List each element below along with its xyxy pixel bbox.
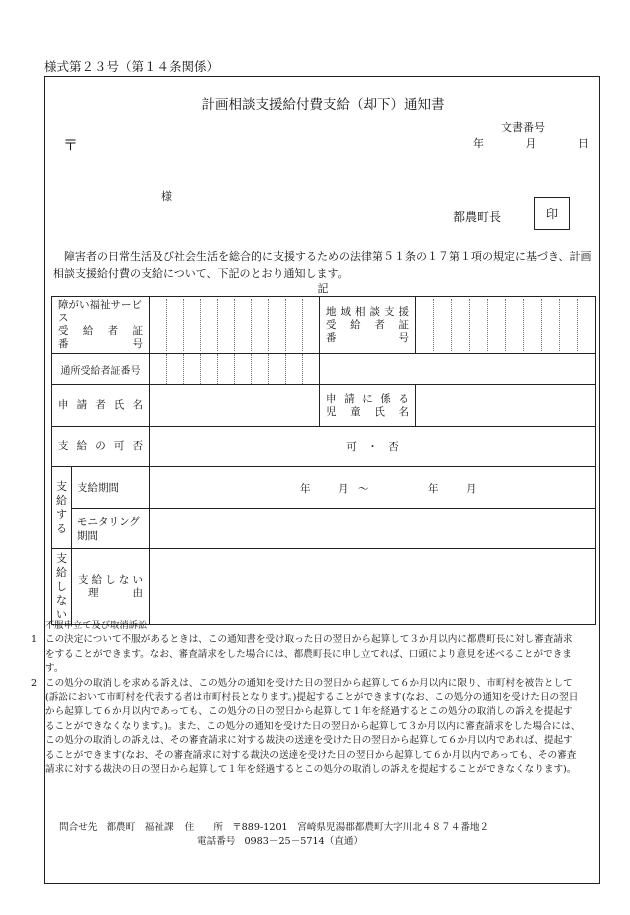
regional-cert-line2: [326, 319, 409, 332]
char: 者: [95, 399, 106, 411]
notice-frame: [31, 76, 600, 884]
facility-cert-label: 通所受給者証番号: [52, 354, 150, 385]
contact-block: [59, 821, 489, 849]
char: に: [362, 392, 373, 405]
char: す: [56, 507, 67, 521]
contact-phone: 0983－25－5714（直通）: [244, 836, 364, 847]
monitoring-field[interactable]: [150, 509, 596, 549]
char: 氏: [113, 399, 125, 411]
notes-header: 不服申立て及び取消訴訟: [45, 620, 148, 631]
row-facility-cert: [52, 354, 596, 385]
date-year: 年: [473, 137, 484, 150]
issue-date: [473, 135, 589, 151]
char: 申: [326, 392, 337, 405]
form-number-label: 様式第２３号（第１４条関係）: [44, 59, 220, 74]
char: 受: [58, 325, 69, 337]
supply-group-label: [52, 467, 72, 549]
monitoring-line1: モニタリング: [77, 515, 140, 528]
char: 請: [344, 392, 355, 405]
recipient-honorific: 様: [161, 190, 172, 203]
nosupply-group-label: [52, 549, 72, 625]
contact-label: 問合せ先: [59, 822, 98, 833]
period-year-1: 年: [300, 482, 311, 495]
char: 給: [76, 440, 88, 452]
row-monitoring: [52, 509, 596, 549]
issuer-mayor: 都農町長: [453, 210, 502, 224]
char: 地: [326, 305, 337, 318]
char: 支: [384, 305, 395, 318]
contact-address-label: 住 所: [184, 822, 224, 833]
char: い: [56, 607, 67, 621]
approval-label: [52, 427, 150, 467]
contact-line-2: [59, 835, 489, 849]
period-year-2: 年: [428, 482, 439, 495]
appeal-notes: [7, 619, 597, 777]
char: 証: [132, 325, 143, 337]
char: 支: [58, 440, 69, 452]
regional-cert-line3: [326, 332, 409, 345]
char: 受: [326, 318, 337, 331]
monitoring-line2: 期間: [77, 529, 98, 542]
char: 請: [76, 399, 88, 411]
regional-cert-line1: [326, 306, 409, 319]
contact-address: 〒889-1201 宮崎県児湯郡都農町大字川北４８７４番地２: [232, 822, 490, 833]
char: 由: [132, 586, 143, 599]
char: し: [105, 573, 116, 586]
reason-label: [72, 549, 150, 625]
char: 否: [132, 440, 143, 452]
period-tilde: ～: [358, 482, 369, 495]
note-number: 1: [31, 634, 38, 646]
supply-period-field[interactable]: [150, 467, 596, 509]
char: 番: [58, 338, 69, 350]
char: 支: [78, 573, 89, 586]
char: 可: [113, 440, 125, 452]
date-month: 月: [525, 137, 537, 150]
facility-cert-number-field[interactable]: [150, 354, 320, 385]
applicant-name-label: [52, 385, 150, 427]
char: 援: [398, 305, 409, 318]
char: 支: [56, 479, 67, 493]
intro-paragraph: 障害者の日常生活及び社会生活を総合的に支援するための法律第５１条の１７第１項の規定に基づき、計画相談支援給付費の支給について、下記のとおり通知します。: [53, 250, 592, 280]
char: 氏: [374, 405, 385, 418]
char: 名: [398, 405, 409, 418]
period-month-1: 月: [338, 482, 349, 495]
char: 係: [380, 392, 391, 405]
ki-heading: 記: [317, 282, 329, 295]
char: 童: [350, 405, 361, 418]
child-name-label: [320, 385, 416, 427]
monitoring-label: [72, 509, 150, 549]
supply-period-label: 支給期間: [72, 467, 150, 509]
char: 申: [58, 399, 69, 411]
period-month-2: 月: [466, 482, 477, 495]
document-title: 計画相談支援給付費支給（却下）通知書: [201, 97, 445, 113]
row-cert-numbers: [52, 297, 596, 354]
char: 支: [56, 551, 67, 565]
char: 給: [350, 318, 361, 331]
welfare-cert-line1: 障がい福祉サービス: [58, 299, 142, 324]
welfare-cert-line2: [58, 325, 143, 338]
char: 理: [88, 586, 99, 599]
char: な: [118, 573, 130, 586]
postal-mark: 〒: [63, 136, 79, 154]
char: 名: [132, 399, 143, 411]
approval-choice[interactable]: 可 ・ 否: [150, 427, 596, 467]
child-name-field[interactable]: [416, 385, 596, 427]
note-item: [7, 633, 597, 676]
row-supply-period: [52, 467, 596, 509]
char: 証: [398, 318, 409, 331]
char: 給: [56, 565, 67, 579]
char: 番: [326, 331, 337, 344]
regional-cert-number-field[interactable]: [416, 297, 596, 354]
seal-box: [534, 197, 570, 230]
char: 号: [132, 338, 143, 350]
note-text: この処分の取消しを求める訴えは、この処分の通知を受けた日の翌日から起算して６か月以内に限り、市町村を被告として(訴訟において市町村を代表する者は市町村長となります。)提起することができます(なお、この処分の通知を受けた日の翌日から起算して６か月以内であっても、この処分の日の翌日から起算して１年を経過するとこの処分の取消しの訴えを提起することができなくなります。)。また、この処分の通知を受けた日の翌日から起算して３か月以内に審査請求をした場合には、この処分の取消しの訴えは、その審査請求に対する裁決の送達を受けた日の翌日から起算して６か月以内であれば、提起することができます(なお、その審査請求に対する裁決の送達を受けた日の翌日から起算して６か月以内であっても、その審査請求に対する裁決の日の翌日から起算して１年を経過するとこの処分の取消しの訴えを提起することができなくなります)。: [45, 677, 581, 776]
char: 号: [398, 331, 409, 344]
note-item: [7, 677, 597, 778]
char: る: [56, 521, 67, 535]
row-no-supply: [52, 549, 596, 625]
document-number-label: 文書番号: [501, 121, 545, 134]
notice-table: [51, 296, 596, 625]
applicant-name-field[interactable]: [150, 385, 320, 427]
welfare-cert-number-field[interactable]: [150, 297, 320, 354]
date-day: 日: [578, 137, 589, 150]
regional-cert-label: [320, 297, 416, 354]
char: な: [56, 593, 67, 607]
char: の: [95, 440, 106, 452]
char: し: [56, 579, 67, 593]
contact-line-1: [59, 821, 489, 835]
note-number: 2: [31, 677, 38, 689]
row-names: [52, 385, 596, 427]
char: 談: [369, 305, 380, 318]
welfare-cert-label: [52, 297, 150, 354]
seal-mark: 印: [545, 207, 558, 221]
contact-phone-label: 電話番号: [197, 836, 236, 847]
char: る: [398, 392, 409, 405]
char: 給: [82, 325, 94, 337]
reason-field[interactable]: [150, 549, 596, 625]
char: 児: [326, 405, 337, 418]
char: 者: [374, 318, 385, 331]
char: 域: [340, 305, 351, 318]
char: 者: [107, 325, 119, 337]
char: い: [132, 573, 143, 586]
contact-org: 都農町 福祉課: [106, 822, 174, 833]
row-approval: [52, 427, 596, 467]
facility-cert-blank: [320, 354, 596, 385]
char: 給: [56, 493, 67, 507]
char: 給: [91, 573, 103, 586]
welfare-cert-line3: [58, 338, 143, 351]
char: 相: [355, 305, 366, 318]
note-text: この決定について不服があるときは、この通知書を受け取った日の翌日から起算して３か月以内に都農町長に対し審査請求をすることができます。なお、審査請求をした場合には、都農町長に申し立てれば、口頭により意見を述べることができます。: [45, 634, 573, 675]
